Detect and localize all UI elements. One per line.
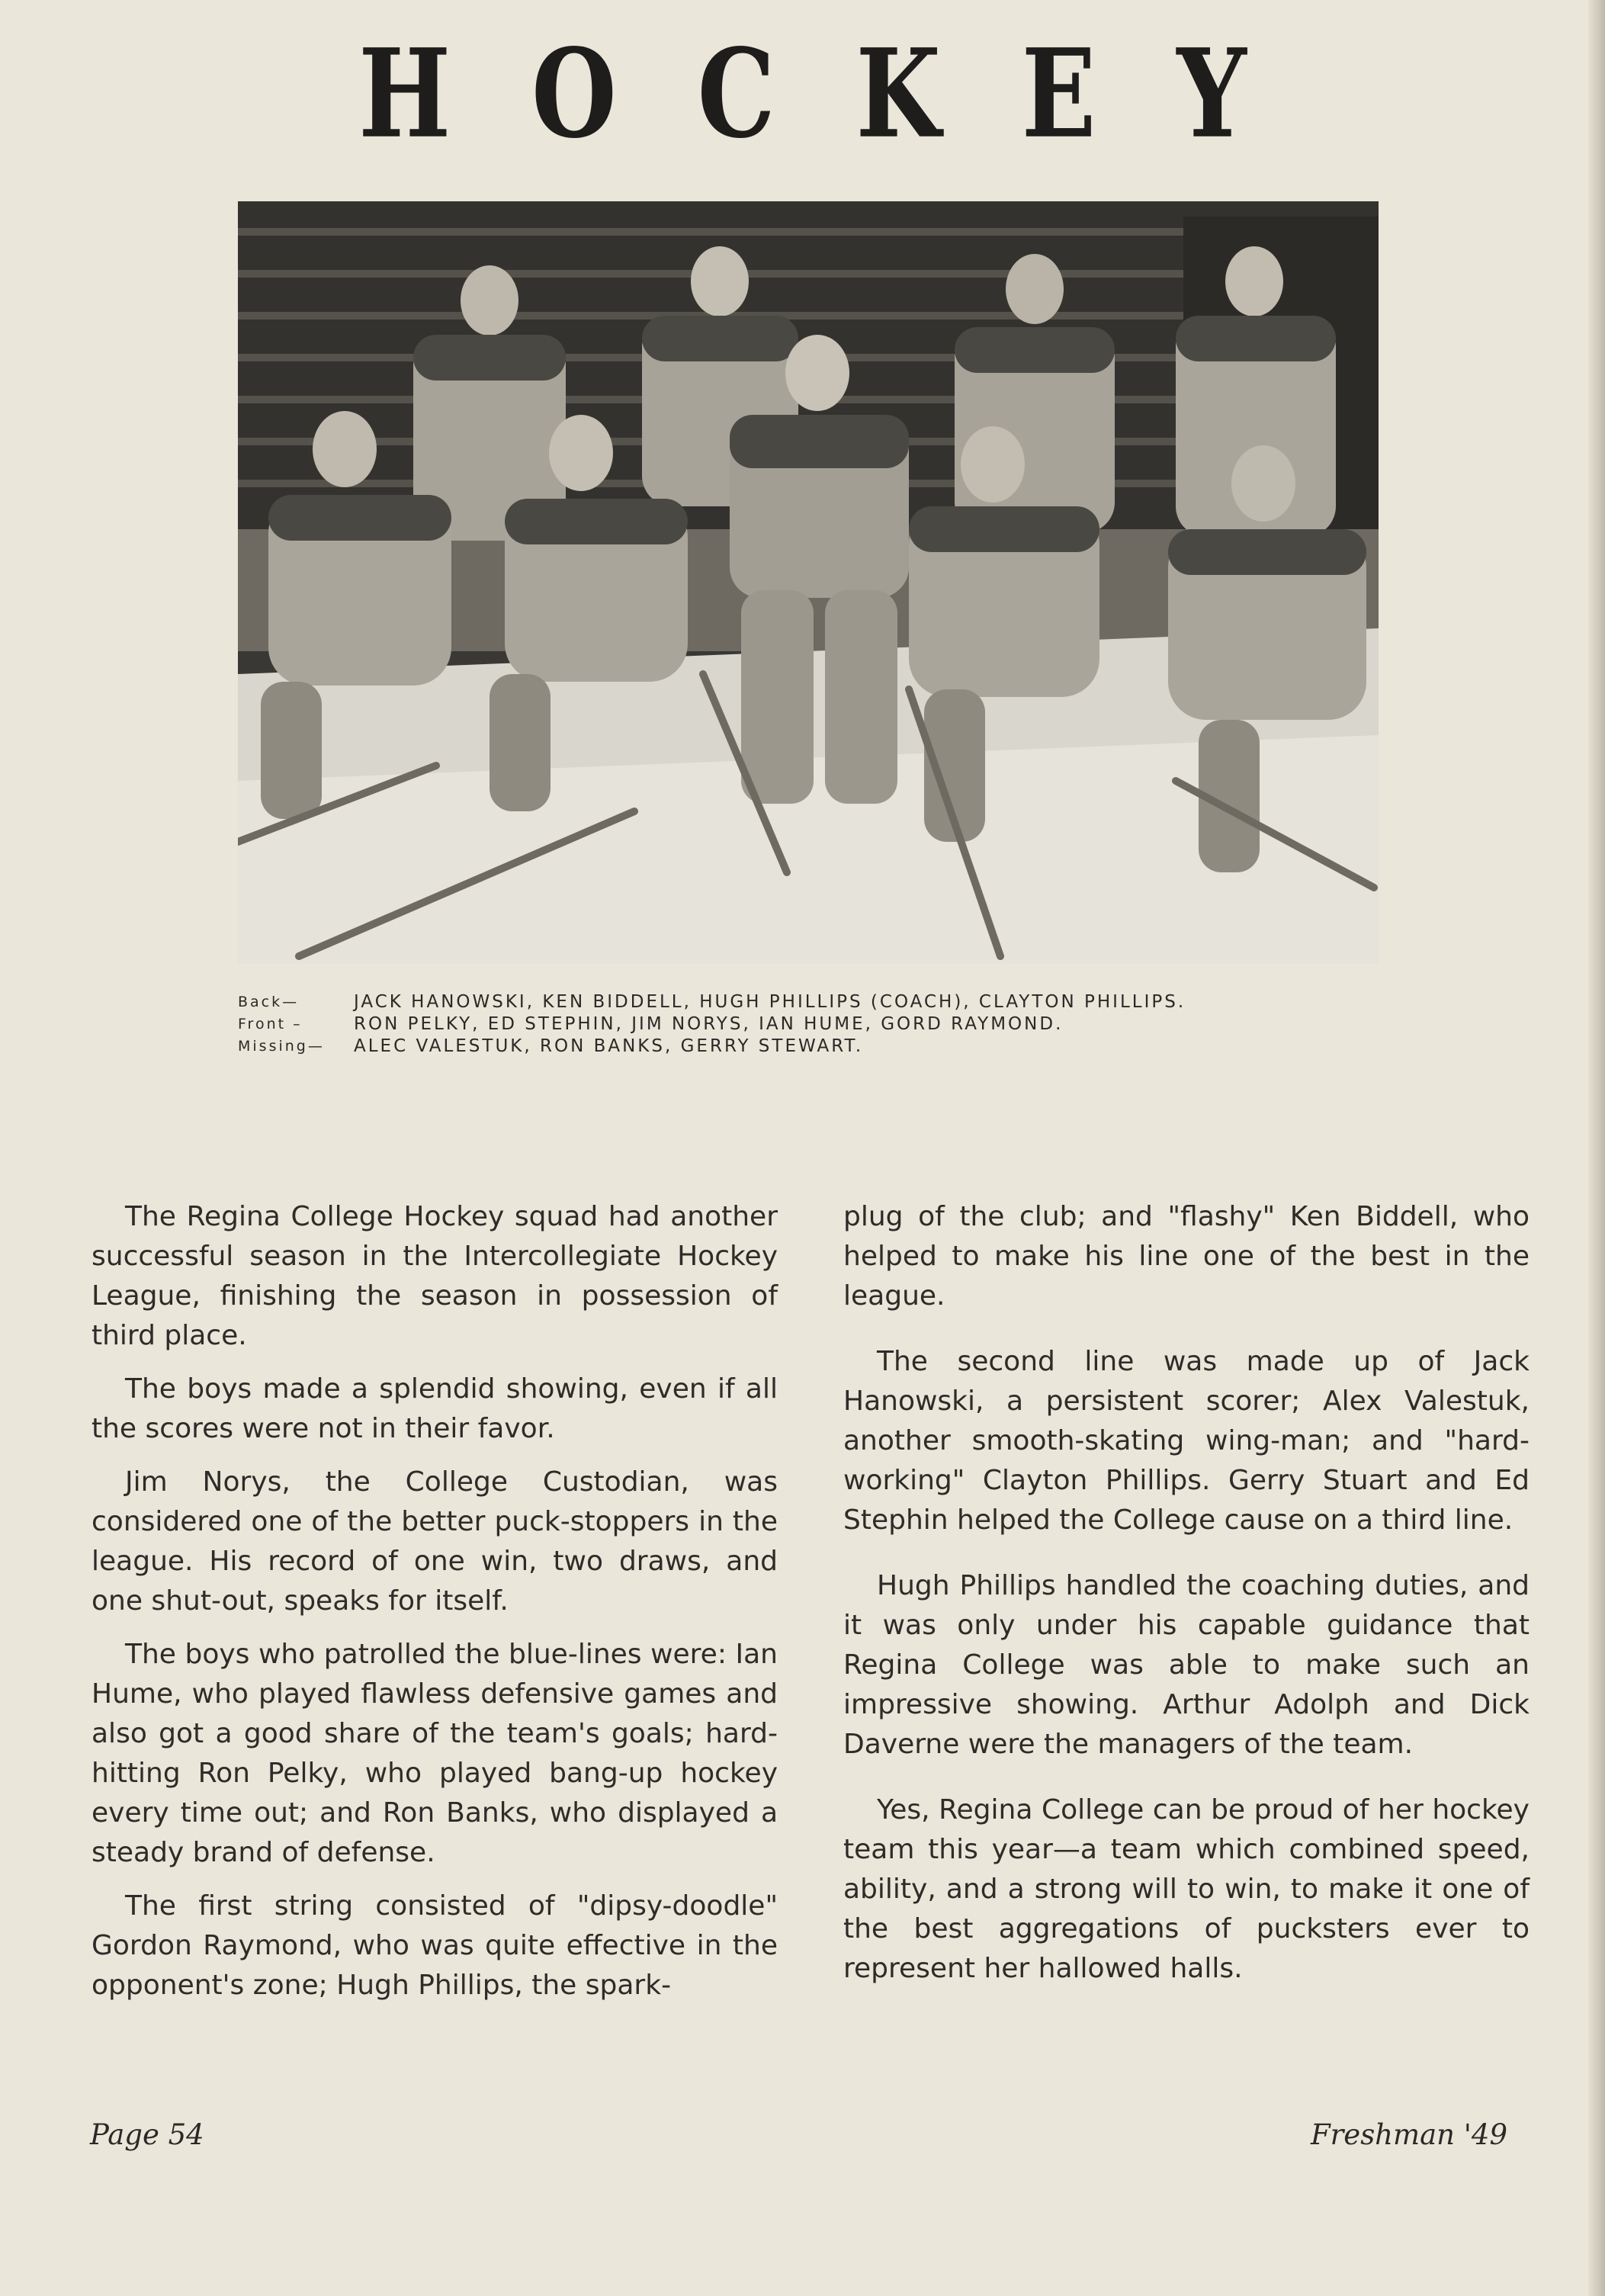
- caption-line-missing: [238, 1036, 1427, 1058]
- article-paragraph: Hugh Phillips handled the coaching duties, and it was only under his capable guidance that Regina College was able to make such an impressive showing. Arthur Adolph and Dick Daverne were the managers of the team.: [843, 1570, 1530, 1760]
- article-paragraph: Jim Norys, the College Custodian, was considered one of the better puck-stoppers in the league. His record of one win, two draws, and one shut-out, speaks for itself.: [91, 1466, 778, 1617]
- caption-label-front: Front –: [238, 1016, 303, 1032]
- caption-names-front: RON PELKY, ED STEPHIN, JIM NORYS, IAN HUME, GORD RAYMOND.: [354, 1014, 1064, 1034]
- article-paragraph: Yes, Regina College can be proud of her hockey team this year—a team which combined speed, ability, and a strong will to win, to make it one of the best aggregations of pucksters ever to represent her hallowed halls.: [843, 1794, 1530, 1984]
- article-paragraph: The second line was made up of Jack Hanowski, a persistent scorer; Alex Valestuk, another smooth-skating wing-man; and "hard-working" Clayton Phillips. Gerry Stuart and Ed Stephin helped the College cause on a third line.: [843, 1346, 1530, 1536]
- article-column-right: [843, 1197, 1530, 2002]
- article-paragraph: The Regina College Hockey squad had another successful season in the Intercollegiate Hockey League, finishing the season in possession of third place.: [91, 1201, 778, 1351]
- caption-label-back: Back—: [238, 994, 300, 1010]
- caption-label-missing: Missing—: [238, 1038, 325, 1055]
- caption-names-missing: ALEC VALESTUK, RON BANKS, GERRY STEWART.: [354, 1036, 864, 1056]
- article-paragraph: plug of the club; and "flashy" Ken Biddell, who helped to make his line one of the best in the league.: [843, 1201, 1530, 1312]
- caption-line-back: [238, 991, 1427, 1013]
- page-edge-shadow: [1588, 0, 1605, 2296]
- page-title: HOCKEY: [358, 23, 1327, 166]
- photo-caption: [238, 991, 1427, 1058]
- caption-line-front: [238, 1013, 1427, 1036]
- publication-name: Freshman '49: [1310, 2118, 1507, 2151]
- article-column-left: [91, 1197, 778, 2019]
- page-number: Page 54: [90, 2118, 204, 2151]
- caption-names-back: JACK HANOWSKI, KEN BIDDELL, HUGH PHILLIPS (COACH), CLAYTON PHILLIPS.: [354, 992, 1186, 1012]
- article-paragraph: The boys made a splendid showing, even if all the scores were not in their favor.: [91, 1373, 778, 1444]
- article-paragraph: The first string consisted of "dipsy-doodle" Gordon Raymond, who was quite effective in the opponent's zone; Hugh Phillips, the spark-: [91, 1890, 778, 2001]
- team-photo: [238, 201, 1379, 964]
- article-paragraph: The boys who patrolled the blue-lines were: Ian Hume, who played flawless defensive games and also got a good share of the team's goals; hard-hitting Ron Pelky, who played bang-up hockey every time out; and Ron Banks, who displayed a steady brand of defense.: [91, 1639, 778, 1868]
